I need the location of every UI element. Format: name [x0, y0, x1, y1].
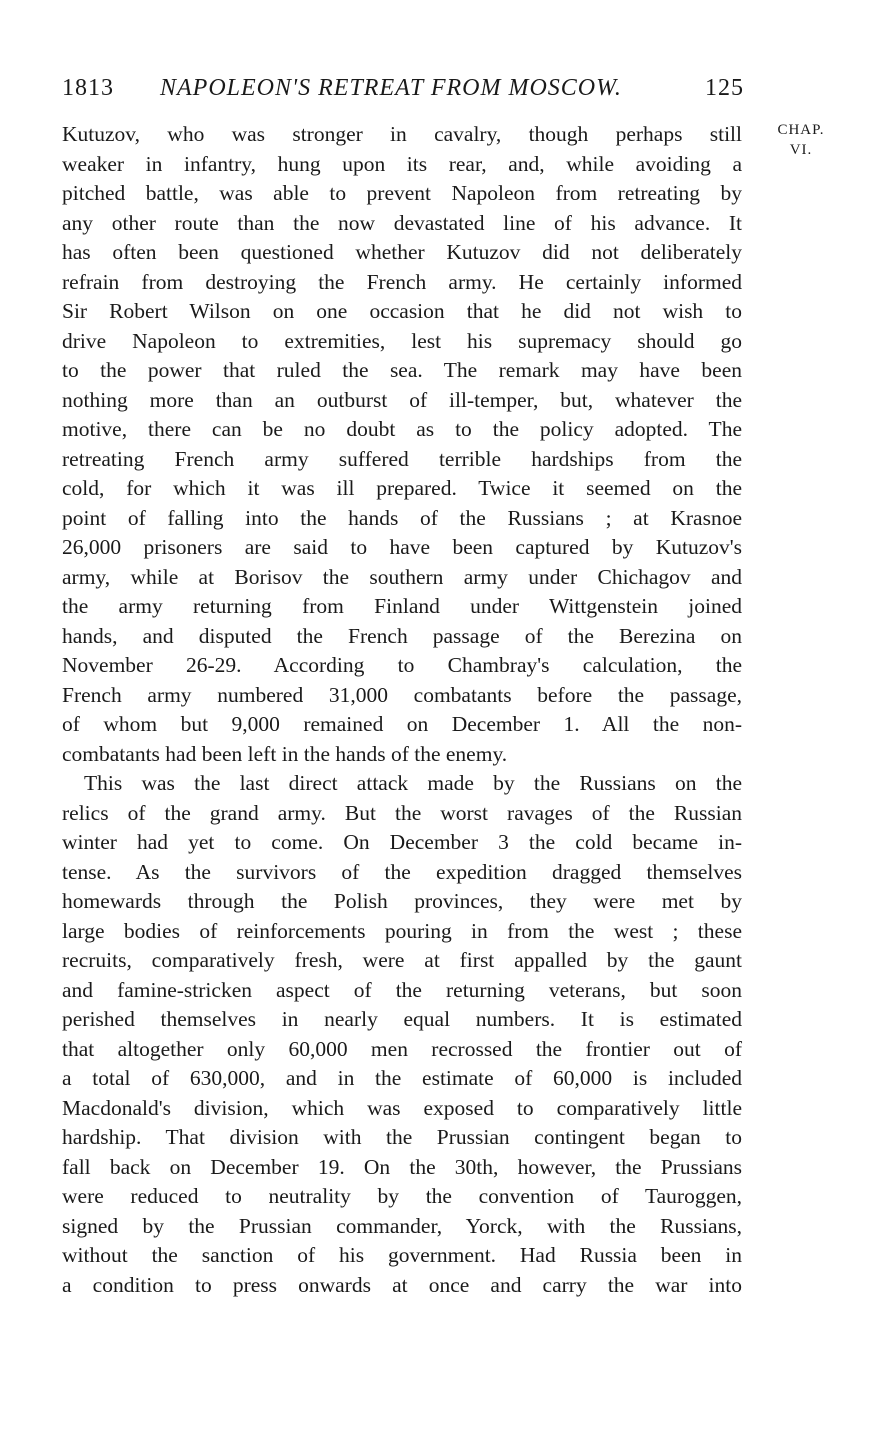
text-line: 26,000 prisoners are said to have been captured by Kutuzov's	[62, 535, 742, 559]
text-line: has often been questioned whether Kutuzov did not deliberately	[62, 240, 742, 264]
margin-note-chapter-number: VI.	[789, 142, 813, 158]
text-line: drive Napoleon to extremities, lest his supremacy should go	[62, 328, 742, 353]
paragraph-2	[62, 769, 742, 1300]
text-line: point of falling into the hands of the Russians ; at Krasnoe	[62, 505, 742, 530]
text-line: hands, and disputed the French passage of the Berezina on	[62, 623, 742, 648]
text-line: pitched battle, was able to prevent Napoleon from retreating by	[62, 181, 742, 205]
running-head	[62, 70, 742, 106]
text-line: cold, for which it was ill prepared. Twice it seemed on the	[62, 476, 742, 500]
text-line: homewards through the Polish provinces, they were met by	[62, 889, 742, 913]
text-line: a total of 630,000, and in the estimate of 60,000 is included	[62, 1066, 742, 1090]
text-line: of whom but 9,000 remained on December 1. All the non-	[62, 712, 742, 736]
header-title: NAPOLEON'S RETREAT FROM MOSCOW.	[160, 75, 622, 101]
text-line: motive, there can be no doubt as to the policy adopted. The	[62, 417, 742, 441]
text-line: hardship. That division with the Prussian contingent began to	[62, 1125, 742, 1149]
text-line: retreating French army suffered terrible hardships from the	[62, 446, 742, 471]
text-line: that altogether only 60,000 men recrossed the frontier out of	[62, 1036, 742, 1061]
text-line: recruits, comparatively fresh, were at first appalled by the gaunt	[62, 948, 742, 972]
chapter-margin-note	[746, 120, 856, 160]
text-line: Macdonald's division, which was exposed to comparatively little	[62, 1095, 742, 1120]
text-line: a condition to press onwards at once and carry the war into	[62, 1272, 742, 1297]
text-line: the army returning from Finland under Wittgenstein joined	[62, 594, 742, 618]
text-line: without the sanction of his government. Had Russia been in	[62, 1243, 742, 1267]
text-line: to the power that ruled the sea. The remark may have been	[62, 358, 742, 382]
text-line: relics of the grand army. But the worst ravages of the Russian	[62, 800, 742, 825]
page-number: 125	[705, 75, 744, 101]
text-line: This was the last direct attack made by the Russians on the	[84, 771, 742, 795]
text-line: November 26-29. According to Chambray's calculation, the	[62, 653, 742, 677]
margin-note-chap: CHAP.	[777, 122, 825, 138]
text-line: army, while at Borisov the southern army under Chichagov and	[62, 564, 742, 589]
paragraph-1	[62, 120, 742, 769]
text-line: French army numbered 31,000 combatants before the passage,	[62, 682, 742, 707]
text-line: and famine-stricken aspect of the returning veterans, but soon	[62, 977, 742, 1002]
text-line: weaker in infantry, hung upon its rear, and, while avoiding a	[62, 151, 742, 176]
text-line: refrain from destroying the French army. He certainly informed	[62, 269, 742, 294]
text-line: large bodies of reinforcements pouring in from the west ; these	[62, 918, 742, 943]
text-line: Kutuzov, who was stronger in cavalry, though perhaps still	[62, 122, 742, 146]
header-year: 1813	[62, 75, 114, 101]
text-line: any other route than the now devastated line of his advance. It	[62, 210, 742, 235]
text-line: perished themselves in nearly equal numbers. It is estimated	[62, 1007, 742, 1031]
body-text	[62, 120, 742, 1300]
text-line: tense. As the survivors of the expedition dragged themselves	[62, 859, 742, 884]
text-line: fall back on December 19. On the 30th, however, the Prussians	[62, 1154, 742, 1179]
text-line: winter had yet to come. On December 3 the cold became in-	[62, 830, 742, 854]
text-line: were reduced to neutrality by the convention of Tauroggen,	[62, 1184, 742, 1208]
text-line: signed by the Prussian commander, Yorck, with the Russians,	[62, 1213, 742, 1238]
text-line: combatants had been left in the hands of the enemy.	[62, 741, 508, 766]
text-line: nothing more than an outburst of ill-temper, but, whatever the	[62, 387, 742, 412]
text-line: Sir Robert Wilson on one occasion that he did not wish to	[62, 299, 742, 323]
